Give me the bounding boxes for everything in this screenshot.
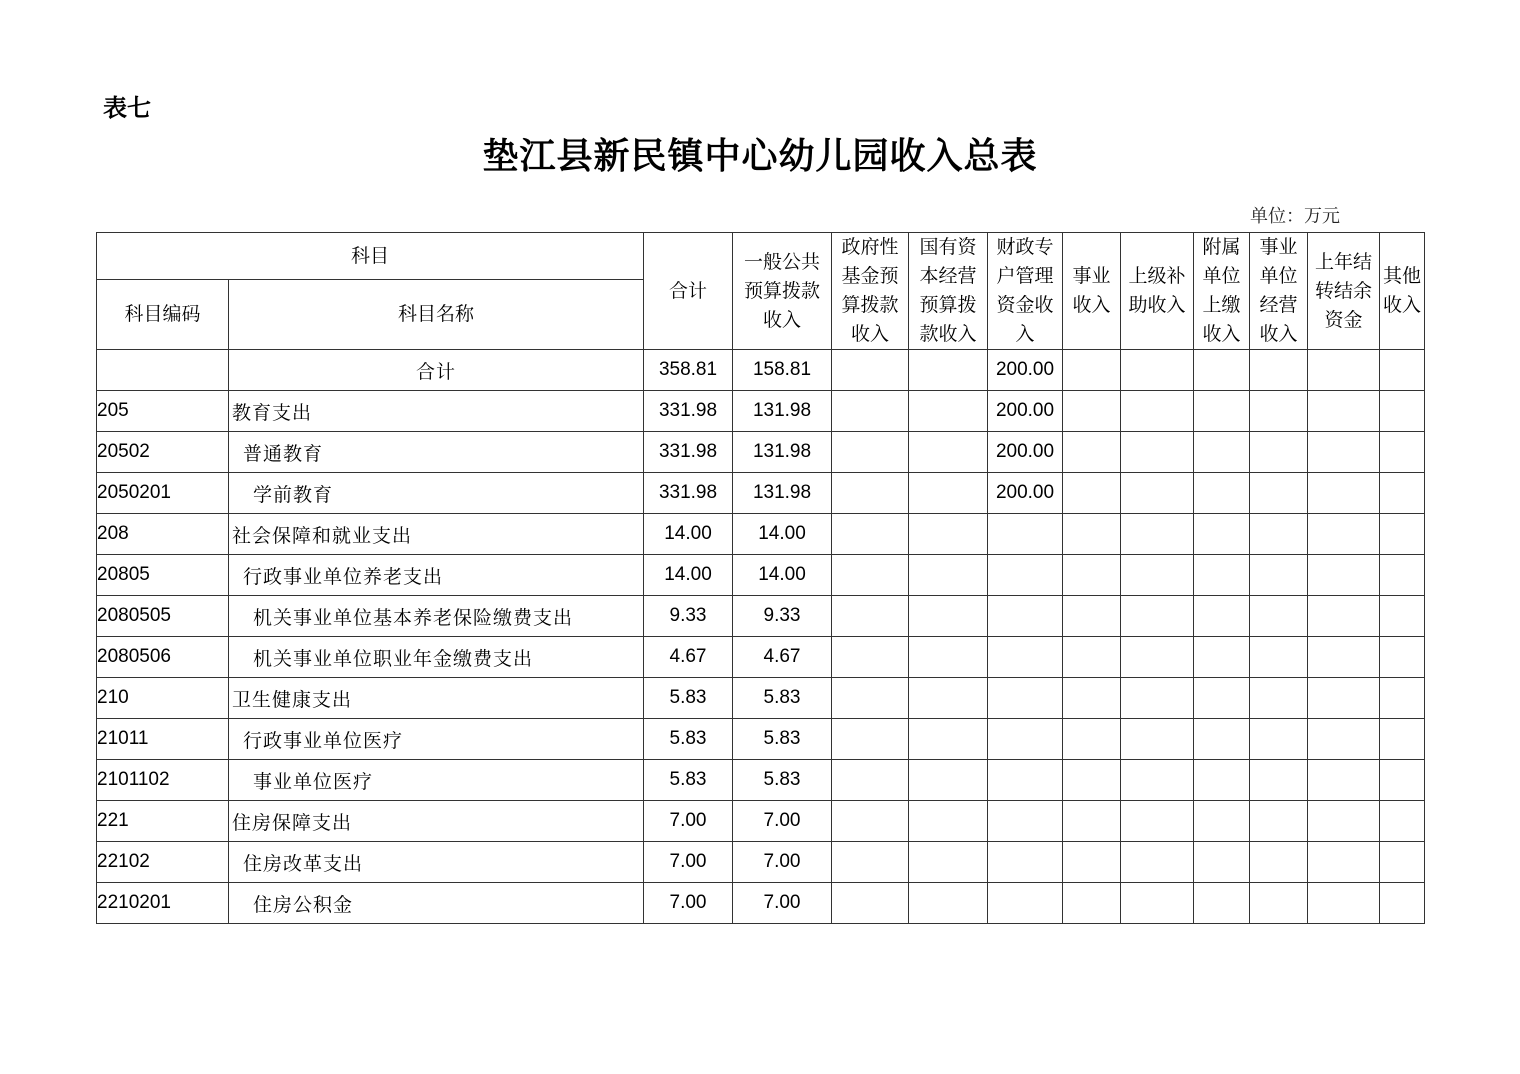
operation-cell (1250, 842, 1308, 883)
state-capital-cell (909, 596, 988, 637)
other-cell (1380, 719, 1425, 760)
operation-cell (1250, 883, 1308, 924)
total-cell: 331.98 (644, 432, 733, 473)
balance-cell (1308, 596, 1380, 637)
general-cell: 158.81 (733, 350, 832, 391)
subsidy-cell (1121, 514, 1194, 555)
gov-fund-cell (832, 719, 909, 760)
general-cell: 7.00 (733, 801, 832, 842)
special-cell: 200.00 (988, 391, 1063, 432)
special-cell (988, 883, 1063, 924)
business-cell (1063, 596, 1121, 637)
special-cell (988, 678, 1063, 719)
other-cell (1380, 760, 1425, 801)
other-cell (1380, 391, 1425, 432)
gov-fund-cell (832, 678, 909, 719)
subject-name-cell: 机关事业单位基本养老保险缴费支出 (229, 596, 644, 637)
other-cell (1380, 883, 1425, 924)
general-cell: 4.67 (733, 637, 832, 678)
subject-code-cell (97, 350, 229, 391)
subject-name-cell: 学前教育 (229, 473, 644, 514)
subsidy-cell (1121, 391, 1194, 432)
special-cell (988, 637, 1063, 678)
affiliated-cell (1194, 678, 1250, 719)
state-capital-cell (909, 801, 988, 842)
affiliated-cell (1194, 801, 1250, 842)
subject-name-cell: 合计 (229, 350, 644, 391)
special-cell: 200.00 (988, 473, 1063, 514)
general-cell: 7.00 (733, 883, 832, 924)
subject-code-cell: 205 (97, 391, 229, 432)
table-row (97, 883, 1425, 924)
total-cell: 14.00 (644, 555, 733, 596)
subject-name-cell: 住房公积金 (229, 883, 644, 924)
gov-fund-cell (832, 842, 909, 883)
other-cell (1380, 473, 1425, 514)
total-cell: 4.67 (644, 637, 733, 678)
affiliated-cell (1194, 391, 1250, 432)
gov-fund-cell (832, 555, 909, 596)
header-gov-fund: 政府性 基金预 算拨款 收入 (832, 233, 909, 350)
operation-cell (1250, 760, 1308, 801)
state-capital-cell (909, 514, 988, 555)
gov-fund-cell (832, 637, 909, 678)
subject-code-cell: 20502 (97, 432, 229, 473)
subject-name-cell: 住房保障支出 (229, 801, 644, 842)
subject-name-cell: 机关事业单位职业年金缴费支出 (229, 637, 644, 678)
special-cell: 200.00 (988, 350, 1063, 391)
gov-fund-cell (832, 883, 909, 924)
general-cell: 131.98 (733, 432, 832, 473)
business-cell (1063, 391, 1121, 432)
operation-cell (1250, 432, 1308, 473)
subsidy-cell (1121, 555, 1194, 596)
special-cell (988, 555, 1063, 596)
subject-name-cell: 普通教育 (229, 432, 644, 473)
state-capital-cell (909, 350, 988, 391)
header-other-income: 其他 收入 (1380, 233, 1425, 350)
subsidy-cell (1121, 473, 1194, 514)
general-cell: 7.00 (733, 842, 832, 883)
total-cell: 331.98 (644, 391, 733, 432)
other-cell (1380, 801, 1425, 842)
header-special-account: 财政专 户管理 资金收 入 (988, 233, 1063, 350)
subject-code-cell: 2080506 (97, 637, 229, 678)
header-prior-balance: 上年结 转结余 资金 (1308, 233, 1380, 350)
total-cell: 7.00 (644, 883, 733, 924)
general-cell: 131.98 (733, 391, 832, 432)
subject-code-cell: 208 (97, 514, 229, 555)
table-header (97, 233, 1425, 350)
affiliated-cell (1194, 637, 1250, 678)
business-cell (1063, 432, 1121, 473)
gov-fund-cell (832, 473, 909, 514)
other-cell (1380, 350, 1425, 391)
subject-name-cell: 住房改革支出 (229, 842, 644, 883)
subject-name-cell: 卫生健康支出 (229, 678, 644, 719)
gov-fund-cell (832, 801, 909, 842)
subject-code-cell: 221 (97, 801, 229, 842)
subject-name-cell: 事业单位医疗 (229, 760, 644, 801)
total-cell: 5.83 (644, 678, 733, 719)
other-cell (1380, 637, 1425, 678)
header-state-capital: 国有资 本经营 预算拨 款收入 (909, 233, 988, 350)
gov-fund-cell (832, 432, 909, 473)
state-capital-cell (909, 842, 988, 883)
business-cell (1063, 842, 1121, 883)
total-cell: 5.83 (644, 719, 733, 760)
operation-cell (1250, 678, 1308, 719)
subject-code-cell: 210 (97, 678, 229, 719)
subject-name-cell: 行政事业单位医疗 (229, 719, 644, 760)
operation-cell (1250, 350, 1308, 391)
state-capital-cell (909, 555, 988, 596)
table-row (97, 473, 1425, 514)
general-cell: 14.00 (733, 514, 832, 555)
affiliated-cell (1194, 596, 1250, 637)
subsidy-cell (1121, 760, 1194, 801)
gov-fund-cell (832, 760, 909, 801)
subject-code-cell: 21011 (97, 719, 229, 760)
balance-cell (1308, 719, 1380, 760)
subject-code-cell: 22102 (97, 842, 229, 883)
other-cell (1380, 514, 1425, 555)
affiliated-cell (1194, 350, 1250, 391)
subject-code-cell: 20805 (97, 555, 229, 596)
general-cell: 14.00 (733, 555, 832, 596)
table-row (97, 678, 1425, 719)
state-capital-cell (909, 432, 988, 473)
subject-code-cell: 2080505 (97, 596, 229, 637)
subject-code-cell: 2210201 (97, 883, 229, 924)
general-cell: 131.98 (733, 473, 832, 514)
business-cell (1063, 514, 1121, 555)
special-cell (988, 842, 1063, 883)
total-cell: 7.00 (644, 801, 733, 842)
general-cell: 9.33 (733, 596, 832, 637)
state-capital-cell (909, 473, 988, 514)
header-total: 合计 (644, 233, 733, 350)
header-general-budget: 一般公共 预算拨款 收入 (733, 233, 832, 350)
business-cell (1063, 555, 1121, 596)
total-cell: 5.83 (644, 760, 733, 801)
affiliated-cell (1194, 842, 1250, 883)
gov-fund-cell (832, 391, 909, 432)
subsidy-cell (1121, 678, 1194, 719)
affiliated-cell (1194, 555, 1250, 596)
operation-cell (1250, 637, 1308, 678)
operation-cell (1250, 555, 1308, 596)
balance-cell (1308, 883, 1380, 924)
subject-name-cell: 行政事业单位养老支出 (229, 555, 644, 596)
other-cell (1380, 596, 1425, 637)
subject-code-cell: 2101102 (97, 760, 229, 801)
income-summary-table (96, 232, 1425, 924)
balance-cell (1308, 637, 1380, 678)
affiliated-cell (1194, 760, 1250, 801)
special-cell (988, 801, 1063, 842)
subsidy-cell (1121, 801, 1194, 842)
total-cell: 9.33 (644, 596, 733, 637)
header-subject-code: 科目编码 (97, 280, 229, 350)
business-cell (1063, 350, 1121, 391)
operation-cell (1250, 596, 1308, 637)
table-row (97, 801, 1425, 842)
header-subject: 科目 (97, 233, 644, 280)
state-capital-cell (909, 678, 988, 719)
subsidy-cell (1121, 350, 1194, 391)
header-subject-name: 科目名称 (229, 280, 644, 350)
balance-cell (1308, 678, 1380, 719)
table-row (97, 555, 1425, 596)
operation-cell (1250, 391, 1308, 432)
other-cell (1380, 842, 1425, 883)
page-title: 垫江县新民镇中心幼儿园收入总表 (482, 135, 1038, 177)
header-affiliated-remit: 附属 单位 上缴 收入 (1194, 233, 1250, 350)
gov-fund-cell (832, 596, 909, 637)
table-row (97, 719, 1425, 760)
other-cell (1380, 432, 1425, 473)
table-row (97, 637, 1425, 678)
affiliated-cell (1194, 432, 1250, 473)
balance-cell (1308, 514, 1380, 555)
table-row (97, 432, 1425, 473)
state-capital-cell (909, 637, 988, 678)
business-cell (1063, 719, 1121, 760)
table-body (97, 350, 1425, 924)
general-cell: 5.83 (733, 678, 832, 719)
subsidy-cell (1121, 719, 1194, 760)
operation-cell (1250, 719, 1308, 760)
special-cell (988, 596, 1063, 637)
unit-label: 单位：万元 (1250, 206, 1340, 227)
header-business-operation: 事业 单位 经营 收入 (1250, 233, 1308, 350)
operation-cell (1250, 473, 1308, 514)
subsidy-cell (1121, 842, 1194, 883)
operation-cell (1250, 514, 1308, 555)
header-business-income: 事业 收入 (1063, 233, 1121, 350)
table-row (97, 760, 1425, 801)
subsidy-cell (1121, 883, 1194, 924)
state-capital-cell (909, 760, 988, 801)
affiliated-cell (1194, 883, 1250, 924)
balance-cell (1308, 350, 1380, 391)
business-cell (1063, 637, 1121, 678)
subsidy-cell (1121, 637, 1194, 678)
subsidy-cell (1121, 596, 1194, 637)
subject-name-cell: 社会保障和就业支出 (229, 514, 644, 555)
affiliated-cell (1194, 719, 1250, 760)
business-cell (1063, 760, 1121, 801)
total-cell: 358.81 (644, 350, 733, 391)
affiliated-cell (1194, 514, 1250, 555)
subject-code-cell: 2050201 (97, 473, 229, 514)
operation-cell (1250, 801, 1308, 842)
balance-cell (1308, 391, 1380, 432)
total-cell: 14.00 (644, 514, 733, 555)
balance-cell (1308, 801, 1380, 842)
other-cell (1380, 678, 1425, 719)
table-row (97, 842, 1425, 883)
special-cell (988, 760, 1063, 801)
balance-cell (1308, 432, 1380, 473)
header-superior-subsidy: 上级补 助收入 (1121, 233, 1194, 350)
state-capital-cell (909, 391, 988, 432)
general-cell: 5.83 (733, 760, 832, 801)
business-cell (1063, 678, 1121, 719)
special-cell (988, 514, 1063, 555)
table-row (97, 350, 1425, 391)
subsidy-cell (1121, 432, 1194, 473)
general-cell: 5.83 (733, 719, 832, 760)
total-cell: 7.00 (644, 842, 733, 883)
gov-fund-cell (832, 514, 909, 555)
table-row (97, 514, 1425, 555)
business-cell (1063, 801, 1121, 842)
subject-name-cell: 教育支出 (229, 391, 644, 432)
business-cell (1063, 883, 1121, 924)
table-label: 表七 (103, 94, 151, 122)
balance-cell (1308, 555, 1380, 596)
balance-cell (1308, 760, 1380, 801)
other-cell (1380, 555, 1425, 596)
gov-fund-cell (832, 350, 909, 391)
balance-cell (1308, 473, 1380, 514)
business-cell (1063, 473, 1121, 514)
special-cell (988, 719, 1063, 760)
balance-cell (1308, 842, 1380, 883)
affiliated-cell (1194, 473, 1250, 514)
special-cell: 200.00 (988, 432, 1063, 473)
state-capital-cell (909, 719, 988, 760)
state-capital-cell (909, 883, 988, 924)
table-row (97, 596, 1425, 637)
table-row (97, 391, 1425, 432)
total-cell: 331.98 (644, 473, 733, 514)
